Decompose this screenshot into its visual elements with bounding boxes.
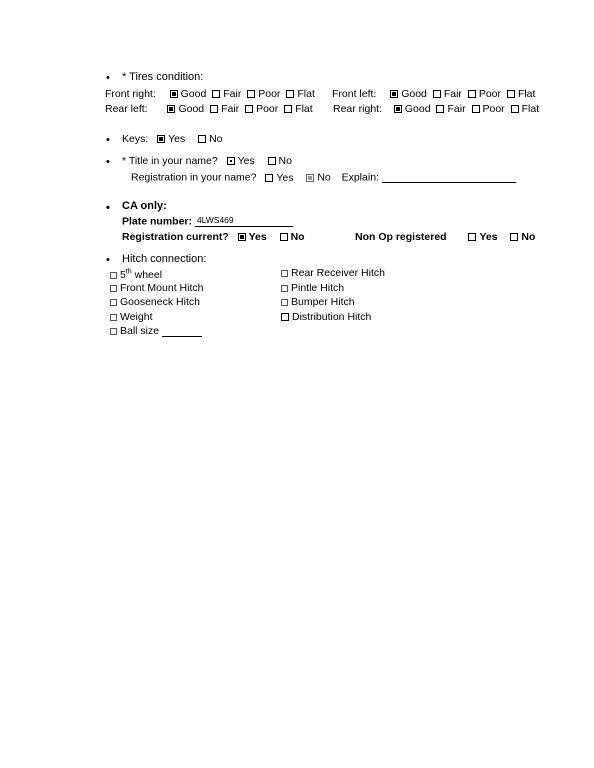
rear-right-row bbox=[333, 104, 542, 115]
rear-left-label: Rear left: bbox=[105, 103, 148, 115]
option-label: Poor bbox=[478, 88, 502, 100]
nonop-yes-label: Yes bbox=[479, 231, 498, 243]
rear-right-flat-checkbox[interactable] bbox=[511, 105, 519, 113]
option-label: Flat bbox=[297, 88, 315, 100]
rear-left-row bbox=[105, 104, 316, 115]
hitch-label: Weight bbox=[120, 311, 153, 323]
registration-no-label: No bbox=[317, 171, 331, 184]
front-left-fair-checkbox[interactable] bbox=[433, 90, 441, 98]
option-label: Good bbox=[404, 103, 431, 115]
hitch-label: Pintle Hitch bbox=[291, 282, 345, 294]
keys-yes-checkbox[interactable] bbox=[157, 135, 165, 143]
title-label: * Title in your name? bbox=[122, 155, 218, 167]
hitch-checkbox[interactable] bbox=[281, 270, 288, 277]
hitch-label: Front Mount Hitch bbox=[120, 282, 204, 294]
option-label: Poor bbox=[258, 88, 281, 100]
plate-row bbox=[122, 216, 293, 227]
nonop-no-label: No bbox=[521, 231, 536, 243]
rear-right-label: Rear right: bbox=[333, 103, 383, 115]
keys-no-label: No bbox=[209, 133, 223, 145]
registration-yes-checkbox[interactable] bbox=[265, 174, 273, 182]
hitch-checkbox[interactable] bbox=[110, 299, 117, 306]
front-left-row bbox=[332, 89, 538, 100]
hitch-checkbox[interactable] bbox=[110, 328, 117, 335]
hitch-checkbox[interactable] bbox=[281, 313, 289, 321]
reg-current-yes-label: Yes bbox=[248, 231, 267, 243]
front-right-row bbox=[105, 89, 318, 100]
hitch-checkbox[interactable] bbox=[281, 299, 288, 306]
bullet: • bbox=[106, 202, 110, 214]
rear-right-good-checkbox[interactable] bbox=[394, 105, 402, 113]
nonop-no-checkbox[interactable] bbox=[510, 233, 518, 241]
hitch-item-pintle[interactable] bbox=[281, 283, 344, 294]
bullet: • bbox=[106, 72, 110, 84]
hitch-item-weight[interactable] bbox=[110, 312, 153, 323]
hitch-label: Distribution Hitch bbox=[292, 311, 372, 323]
front-right-label: Front right: bbox=[105, 88, 156, 100]
registration-no-checkbox[interactable] bbox=[306, 174, 314, 182]
front-right-fair-checkbox[interactable] bbox=[212, 90, 220, 98]
title-no-label: No bbox=[278, 155, 292, 167]
plate-label: Plate number: bbox=[122, 215, 193, 228]
hitch-checkbox[interactable] bbox=[110, 272, 117, 279]
rear-right-fair-checkbox[interactable] bbox=[436, 105, 444, 113]
front-right-good-checkbox[interactable] bbox=[170, 90, 178, 98]
ball-size-field[interactable] bbox=[162, 327, 202, 337]
hitch-label: Gooseneck Hitch bbox=[120, 296, 200, 308]
reg-current-no-label: No bbox=[290, 231, 305, 243]
option-label: Poor bbox=[256, 103, 279, 115]
hitch-checkbox[interactable] bbox=[110, 314, 117, 321]
option-label: Flat bbox=[517, 88, 536, 100]
hitch-label-5th: 5th wheel bbox=[120, 268, 163, 281]
hitch-label: Ball size bbox=[120, 325, 160, 337]
rear-left-poor-checkbox[interactable] bbox=[245, 105, 253, 113]
front-left-label: Front left: bbox=[332, 88, 377, 100]
hitch-checkbox[interactable] bbox=[281, 285, 288, 292]
front-right-flat-checkbox[interactable] bbox=[286, 90, 294, 98]
hitch-item-rear-receiver[interactable] bbox=[281, 268, 385, 279]
bullet: • bbox=[106, 254, 110, 266]
front-left-good-checkbox[interactable] bbox=[390, 90, 398, 98]
plate-value: 4LWS469 bbox=[196, 215, 234, 225]
keys-no-checkbox[interactable] bbox=[198, 135, 206, 143]
ca-heading: CA only: bbox=[122, 200, 167, 212]
hitch-label: Rear Receiver Hitch bbox=[291, 267, 385, 279]
explain-label: Explain: bbox=[341, 171, 379, 184]
hitch-item-distribution[interactable] bbox=[281, 312, 371, 323]
registration-row bbox=[131, 172, 516, 183]
plate-field[interactable] bbox=[195, 216, 293, 227]
bullet: • bbox=[106, 134, 110, 146]
option-label: Good bbox=[180, 88, 207, 100]
rear-left-fair-checkbox[interactable] bbox=[210, 105, 218, 113]
registration-yes-label: Yes bbox=[276, 171, 294, 184]
hitch-item-5th-wheel[interactable] bbox=[110, 268, 162, 280]
reg-current-row bbox=[122, 232, 305, 243]
rear-left-good-checkbox[interactable] bbox=[167, 105, 175, 113]
explain-field[interactable] bbox=[382, 172, 516, 183]
bullet: • bbox=[106, 156, 110, 168]
title-yes-checkbox[interactable] bbox=[227, 157, 235, 165]
option-label: Fair bbox=[223, 88, 242, 100]
hitch-item-front-mount[interactable] bbox=[110, 283, 203, 294]
reg-current-yes-checkbox[interactable] bbox=[238, 233, 246, 241]
option-label: Fair bbox=[447, 103, 466, 115]
option-label: Poor bbox=[482, 103, 505, 115]
option-label: Flat bbox=[521, 103, 540, 115]
option-label: Flat bbox=[295, 103, 313, 115]
title-row bbox=[122, 156, 292, 167]
nonop-yes-checkbox[interactable] bbox=[468, 233, 476, 241]
reg-current-no-checkbox[interactable] bbox=[280, 233, 288, 241]
option-label: Fair bbox=[221, 103, 240, 115]
option-label: Good bbox=[178, 103, 205, 115]
tires-heading: * Tires condition: bbox=[122, 71, 204, 83]
reg-current-label: Registration current? bbox=[122, 231, 229, 243]
hitch-checkbox[interactable] bbox=[110, 285, 117, 292]
rear-right-poor-checkbox[interactable] bbox=[472, 105, 480, 113]
title-yes-label: Yes bbox=[237, 155, 255, 167]
nonop-row bbox=[355, 232, 535, 243]
keys-label: Keys: bbox=[122, 133, 149, 145]
registration-label: Registration in your name? bbox=[131, 171, 257, 184]
front-left-poor-checkbox[interactable] bbox=[468, 90, 476, 98]
keys-yes-label: Yes bbox=[168, 133, 186, 145]
title-no-checkbox[interactable] bbox=[268, 157, 276, 165]
hitch-item-bumper[interactable] bbox=[281, 297, 355, 308]
option-label: Good bbox=[401, 88, 427, 100]
front-right-poor-checkbox[interactable] bbox=[247, 90, 255, 98]
keys-row bbox=[122, 134, 223, 145]
hitch-label: Bumper Hitch bbox=[291, 296, 355, 308]
front-left-flat-checkbox[interactable] bbox=[507, 90, 515, 98]
rear-left-flat-checkbox[interactable] bbox=[284, 105, 292, 113]
hitch-item-gooseneck[interactable] bbox=[110, 297, 200, 308]
hitch-heading: Hitch connection: bbox=[122, 253, 207, 265]
nonop-label: Non Op registered bbox=[355, 231, 447, 243]
option-label: Fair bbox=[443, 88, 462, 100]
hitch-item-ball-size[interactable] bbox=[110, 326, 202, 337]
